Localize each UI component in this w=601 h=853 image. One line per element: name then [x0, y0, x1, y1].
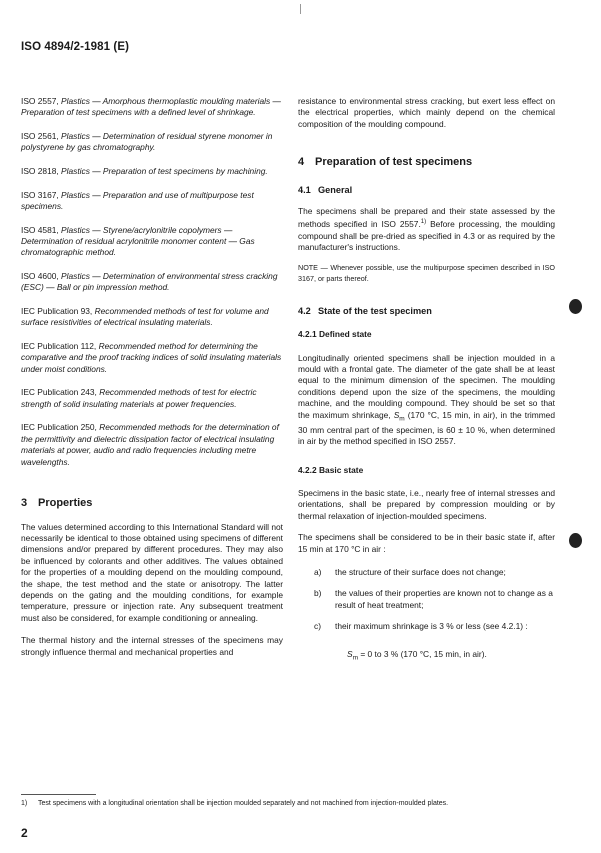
- reference-entry: [21, 166, 283, 177]
- continued-paragraph: resistance to environmental stress cracking, but exert less effect on the electrical properties, which mainly depend on the chemical composition of the moulding compound.: [298, 96, 555, 129]
- reference-code: ISO 3167,: [21, 189, 59, 200]
- condition-list: [298, 567, 555, 633]
- subsection-4-1-heading: [298, 185, 555, 196]
- section-title: Preparation of test specimens: [315, 156, 473, 169]
- reference-title: Recommended methods of test for volume and surface resistivities of electrical insulating materials.: [21, 306, 269, 328]
- punch-hole-mark: [569, 533, 582, 548]
- reference-title: Recommended methods of test for electric strength of solid insulating materials at power frequencies.: [21, 387, 257, 409]
- reference-entry: [21, 387, 283, 410]
- section-title: Properties: [38, 497, 93, 510]
- section-3-paragraph: The thermal history and the internal stresses of the specimens may strongly influence thermal and mechanical properties and: [21, 635, 283, 657]
- left-column: [21, 96, 283, 658]
- page-number: 2: [21, 826, 28, 840]
- reference-code: ISO 2818,: [21, 166, 59, 176]
- defined-state-paragraph: Longitudinally oriented specimens shall be injection moulded in a mould with a frontal gate. The diameter of the gate shall be at least equal to the minimum dimension of the specimen. The moulding conditions depend upon the size of the specimens, the moulding machine, and the moulding compound. They should be set so that the maximum shrinkage, $S_m$ (170 °C, 15 min, in air), in the trimmed 30 mm central part of the specimen, is 60 ± 10 %, when determined in air by the method specified in ISO 2557.: [298, 352, 555, 447]
- reference-entry: [21, 341, 283, 375]
- reference-entry: [21, 131, 283, 154]
- shrinkage-formula: $S_m = 0$ to 3 % (170 °C, 15 min, in air).: [347, 648, 487, 662]
- section-number: 3: [21, 497, 28, 510]
- reference-code: ISO 2561,: [21, 131, 59, 141]
- reference-code: IEC Publication 243,: [21, 387, 97, 398]
- list-item: [314, 567, 555, 578]
- note: NOTE — Whenever possible, use the multipurpose specimen described in ISO 3167, or parts thereof.: [298, 263, 555, 283]
- list-item: [314, 621, 555, 632]
- list-item: [314, 588, 555, 611]
- reference-title: Plastics — Determination of residual styrene monomer in polystyrene by gas chromatography.: [21, 131, 273, 153]
- basic-state-paragraph: The specimens shall be considered to be in their basic state if, after 15 min at 170 °C in air :: [298, 532, 555, 554]
- section-number: 4.2.2: [298, 464, 317, 475]
- footnote-ref: 1): [420, 219, 427, 226]
- reference-title: Recommended methods for the determination of the permittivity and dielectric dissipation factor of electrical insulating materials at power, audio and radio frequencies including metre wavelengths.: [21, 422, 279, 467]
- reference-entry: [21, 190, 283, 213]
- footnote-rule: [21, 794, 96, 795]
- reference-entry: [21, 271, 283, 294]
- section-number: 4: [298, 156, 305, 169]
- standard-header: ISO 4894/2-1981 (E): [21, 41, 130, 53]
- scan-mark: [300, 4, 301, 14]
- reference-list: [21, 96, 283, 468]
- list-item-label: c): [314, 621, 321, 632]
- reference-entry: [21, 306, 283, 329]
- footnote: [21, 799, 581, 808]
- section-number: 4.2: [298, 305, 311, 316]
- footnote-text: Test specimens with a longitudinal orientation shall be injection moulded separately and not machined from injection-moulded plates.: [38, 800, 449, 807]
- shrinkage-symbol: S: [393, 409, 400, 420]
- reference-title: Plastics — Amorphous thermoplastic moulding materials — Preparation of test specimens with a defined level of shrinkage.: [21, 96, 281, 118]
- reference-title: Plastics — Preparation and use of multipurpose test specimens.: [21, 189, 254, 211]
- list-item-text: the structure of their surface does not change;: [335, 567, 506, 578]
- reference-entry: [21, 225, 283, 259]
- reference-code: ISO 4581,: [21, 224, 59, 235]
- section-3-heading: [21, 498, 283, 509]
- reference-title: Plastics — Preparation of test specimens by machining.: [61, 166, 268, 176]
- footnote-label: 1): [21, 800, 28, 807]
- reference-entry: [21, 422, 283, 468]
- section-number: 4.1: [298, 184, 311, 195]
- list-item-text: their maximum shrinkage is 3 % or less (see 4.2.1) :: [335, 621, 528, 632]
- reference-title: Recommended method for determining the comparative and the proof tracking indices of solid insulating materials under moist conditions.: [21, 341, 282, 374]
- punch-hole-mark: [569, 299, 582, 314]
- list-item-label: a): [314, 567, 322, 578]
- section-4-heading: [298, 157, 555, 168]
- reference-code: ISO 2557,: [21, 96, 59, 106]
- list-item-text: the values of their properties are known not to change as a result of heat treatment;: [335, 588, 553, 610]
- section-title: State of the test specimen: [318, 305, 432, 316]
- section-3-paragraph: The values determined according to this International Standard will not necessarily be identical to those obtained using specimens of different dimensions and/or prepared by different procedures. They may also be influenced by colorants and other additives. The values obtained for the properties of a moulding depend on the moulding compound, the shape, the test method and the state or anisotropy. The latter depends on the gating and the moulding conditions, for example temperature, pressure or injection rate. Any subsequent treatment must also be considered, for example conditioning or annealing.: [21, 521, 283, 623]
- right-column: [298, 96, 555, 664]
- subsection-4-2-1-heading: [298, 329, 555, 340]
- reference-title: Plastics — Styrene/acrylonitrile copolymers — Determination of residual acrylonitrile monomer content — Gas chromatographic method.: [21, 224, 255, 258]
- section-title: Basic state: [319, 464, 364, 475]
- reference-code: IEC Publication 112,: [21, 341, 97, 351]
- section-title: Defined state: [319, 329, 372, 340]
- reference-title: Plastics — Determination of environmental stress cracking (ESC) — Ball or pin impression method.: [21, 271, 278, 293]
- list-item-label: b): [314, 588, 322, 599]
- subsection-4-2-2-heading: [298, 465, 555, 476]
- reference-code: ISO 4600,: [21, 271, 59, 281]
- basic-state-paragraph: Specimens in the basic state, i.e., nearly free of internal stresses and orientations, shall be prepared by compression moulding or by thermal relaxation of injection-moulded specimens.: [298, 488, 555, 521]
- reference-code: IEC Publication 93,: [21, 306, 93, 316]
- reference-code: IEC Publication 250,: [21, 422, 97, 433]
- section-number: 4.2.1: [298, 329, 317, 340]
- section-title: General: [318, 184, 353, 195]
- reference-entry: [21, 96, 283, 119]
- subsection-4-2-heading: [298, 306, 555, 317]
- general-paragraph: The specimens shall be prepared and their state assessed by the methods specified in ISO 2557.$^{1)}$ Before processing, the moulding compound shall be pre-dried as specified in 4.3 or as required by the manufacturer's instructions.: [298, 206, 555, 253]
